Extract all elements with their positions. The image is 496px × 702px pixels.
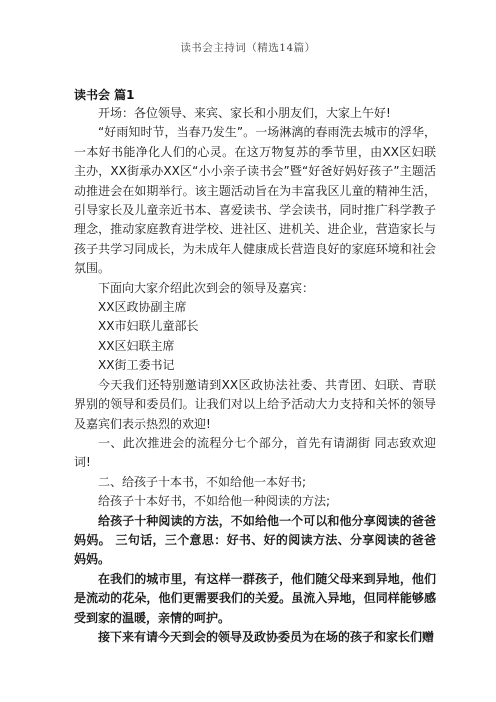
paragraph-step-two: 二、给孩子十本书，不如给他一本好书; xyxy=(98,474,307,489)
guest-item: XX区妇联主席 xyxy=(98,338,175,353)
paragraph-three-sentences: 给孩子十种阅读的方法，不如给他一个可以和他分享阅读的爸爸妈妈。 三句话，三个意思：好书、好的阅读方法、分享阅读的爸爸妈妈。 xyxy=(74,513,436,567)
section-heading: 读书会 篇1 xyxy=(74,88,135,102)
paragraph-intro: “好雨知时节，当春乃发生”。一场淋漓的春雨洗去城市的浮华，一本好书能净化人们的心灵。在这万物复苏的季节里，由XX区妇联主办，XX街承办XX区“小小亲子读书会”暨“好爸好妈好孩子”主题活动推进会在如期举行。该主题活动旨在为丰富我区儿童的精神生活，引导家长及儿童亲近书本、喜爱读书、学会读书，同时推广科学教子理念，推动家庭教育进学校、进社区、进机关、进企业，营造家长与孩子共学习同成长，为未成年人健康成长营造良好的家庭环境和社会氛围。 xyxy=(74,125,436,276)
document-body xyxy=(74,104,436,647)
paragraph-step-one: 一、此次推进会的流程分七个部分，首先有请湖街 同志致欢迎词! xyxy=(74,435,436,470)
document-title: 读书会主持词（精选14篇） xyxy=(180,42,316,54)
paragraph-gift-books: 接下来有请今天到会的领导及政协委员为在场的孩子和家长们赠 xyxy=(98,629,435,644)
guest-item: XX区政协副主席 xyxy=(98,300,187,315)
guest-item: XX街工委书记 xyxy=(98,358,175,373)
paragraph-special-guests: 今天我们还特别邀请到XX区政协法社委、共青团、妇联、青联界别的领导和委员们。让我们对以上给予活动大力支持和关怀的领导及嘉宾们表示热烈的欢迎! xyxy=(74,377,436,431)
paragraph-migrant-children: 在我们的城市里，有这样一群孩子，他们随父母来到异地，他们是流动的花朵，他们更需要我们的关爱。虽流入异地，但同样能够感受到家的温暖，亲情的呵护。 xyxy=(74,571,436,625)
paragraph-opening: 开场：各位领导、来宾、家长和小朋友们，大家上午好! xyxy=(98,106,391,120)
guest-item: XX市妇联儿童部长 xyxy=(98,319,199,334)
paragraph-guests-intro: 下面向大家介绍此次到会的领导及嘉宾： xyxy=(98,280,315,295)
paragraph-reading-method: 给孩子十本好书，不如给他一种阅读的方法; xyxy=(98,494,331,509)
